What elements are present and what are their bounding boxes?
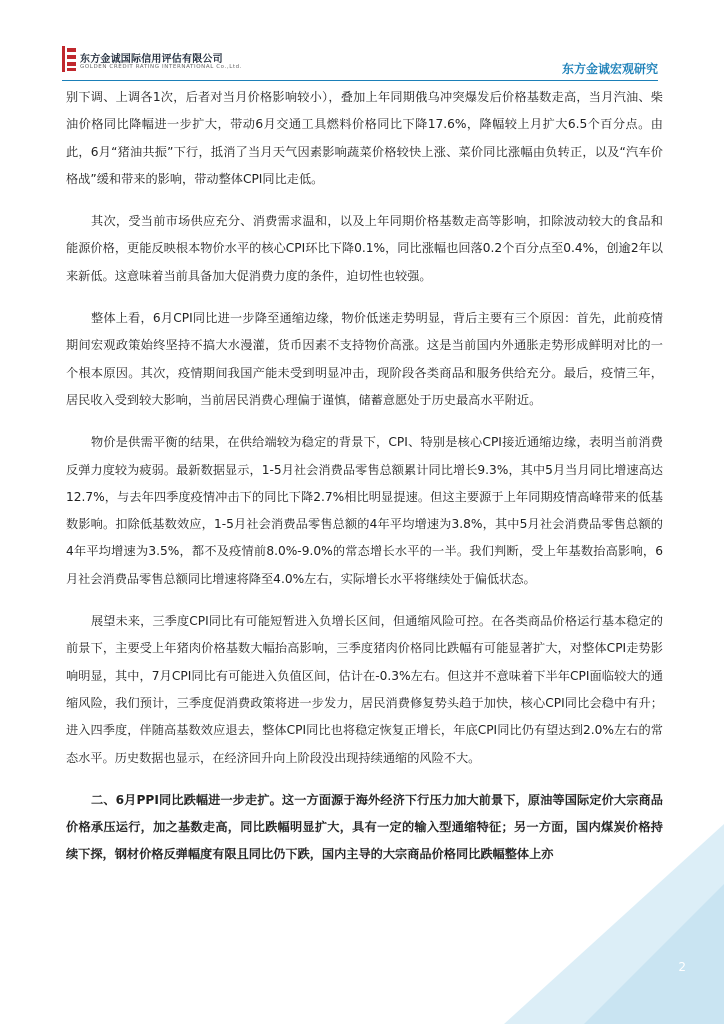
section-heading-paragraph: 二、6月PPI同比跌幅进一步走扩。这一方面源于海外经济下行压力加大前景下，原油等国际定价大宗商品价格承压运行，加之基数走高，同比跌幅明显扩大，具有一定的输入型通缩特征；另一方面，国内煤炭价格持续下探，钢材价格反弹幅度有限且同比仍下跌，国内主导的大宗商品价格同比跌幅整体上亦 <box>66 792 663 862</box>
paragraph-1: 别下调、上调各1次，后者对当月价格影响较小），叠加上年同期俄乌冲突爆发后价格基数走高，当月汽油、柴油价格同比降幅进一步扩大，带动6月交通工具燃料价格同比下降17.6%，降幅较上月扩大6.5个百分点。由此，6月“猪油共振”下行，抵消了当月天气因素影响蔬菜价格较快上涨、菜价同比涨幅由负转正，以及“汽车价格战”缓和带来的影响，带动整体CPI同比走低。 <box>66 90 663 186</box>
paragraph-5: 展望未来，三季度CPI同比有可能短暂进入负增长区间，但通缩风险可控。在各类商品价格运行基本稳定的前景下，主要受上年猪肉价格基数大幅抬高影响，三季度猪肉价格同比跌幅有可能显著扩大，对整体CPI走势影响明显，其中，7月CPI同比有可能进入负值区间，估计在-0.3%左右。但这并不意味着下半年CPI面临较大的通缩风险，我们预计，三季度促消费政策将进一步发力，居民消费修复势头趋于加快，核心CPI同比会稳中有升；进入四季度，伴随高基数效应退去，整体CPI同比也将稳定恢复正增长，年底CPI同比仍有望达到2.0%左右的常态水平。历史数据也显示，在经济回升向上阶段没出现持续通缩的风险不大。 <box>66 614 663 765</box>
paragraph-3: 整体上看，6月CPI同比进一步降至通缩边缘，物价低迷走势明显，背后主要有三个原因：首先，此前疫情期间宏观政策始终坚持不搞大水漫灌，货币因素不支持物价高涨。这是当前国内外通胀走势形成鲜明对比的一个根本原因。其次，疫情期间我国产能未受到明显冲击，现阶段各类商品和服务供给充分。最后，疫情三年，居民收入受到较大影响，当前居民消费心理偏于谨慎，储蓄意愿处于历史最高水平附近。 <box>66 311 663 407</box>
page-header <box>0 0 724 82</box>
body-text <box>66 84 663 884</box>
corner-decoration <box>504 824 724 1024</box>
header-divider <box>62 80 658 81</box>
company-name-cn: 东方金诚国际信用评估有限公司 <box>80 54 223 65</box>
paragraph-2: 其次，受当前市场供应充分、消费需求温和，以及上年同期价格基数走高等影响，扣除波动较大的食品和能源价格，更能反映根本物价水平的核心CPI环比下降0.1%，同比涨幅也回落0.2个百分点至0.4%，创逾2年以来新低。这意味着当前具备加大促消费力度的条件，迫切性也较强。 <box>66 214 663 283</box>
company-name-en: GOLDEN CREDIT RATING INTERNATIONAL Co.,Ltd. <box>80 64 243 70</box>
report-title: 东方金诚宏观研究 <box>561 62 658 76</box>
paragraph-4: 物价是供需平衡的结果，在供给端较为稳定的背景下，CPI、特别是核心CPI接近通缩边缘，表明当前消费反弹力度较为疲弱。最新数据显示，1-5月社会消费品零售总额累计同比增长9.3%，其中5月当月同比增速高达12.7%，与去年四季度疫情冲击下的同比下降2.7%相比明显提速。但这主要源于上年同期疫情高峰带来的低基数影响。扣除低基数效应，1-5月社会消费品零售总额的4年平均增速为3.8%，其中5月社会消费品零售总额的4年平均增速为3.5%，都不及疫情前8.0%-9.0%的常态增长水平的一半。我们判断，受上年基数抬高影响，6月社会消费品零售总额同比增速将降至4.0%左右，实际增长水平将继续处于偏低状态。 <box>66 435 663 586</box>
page-number: 2 <box>678 960 686 974</box>
company-logo-icon <box>62 46 76 72</box>
